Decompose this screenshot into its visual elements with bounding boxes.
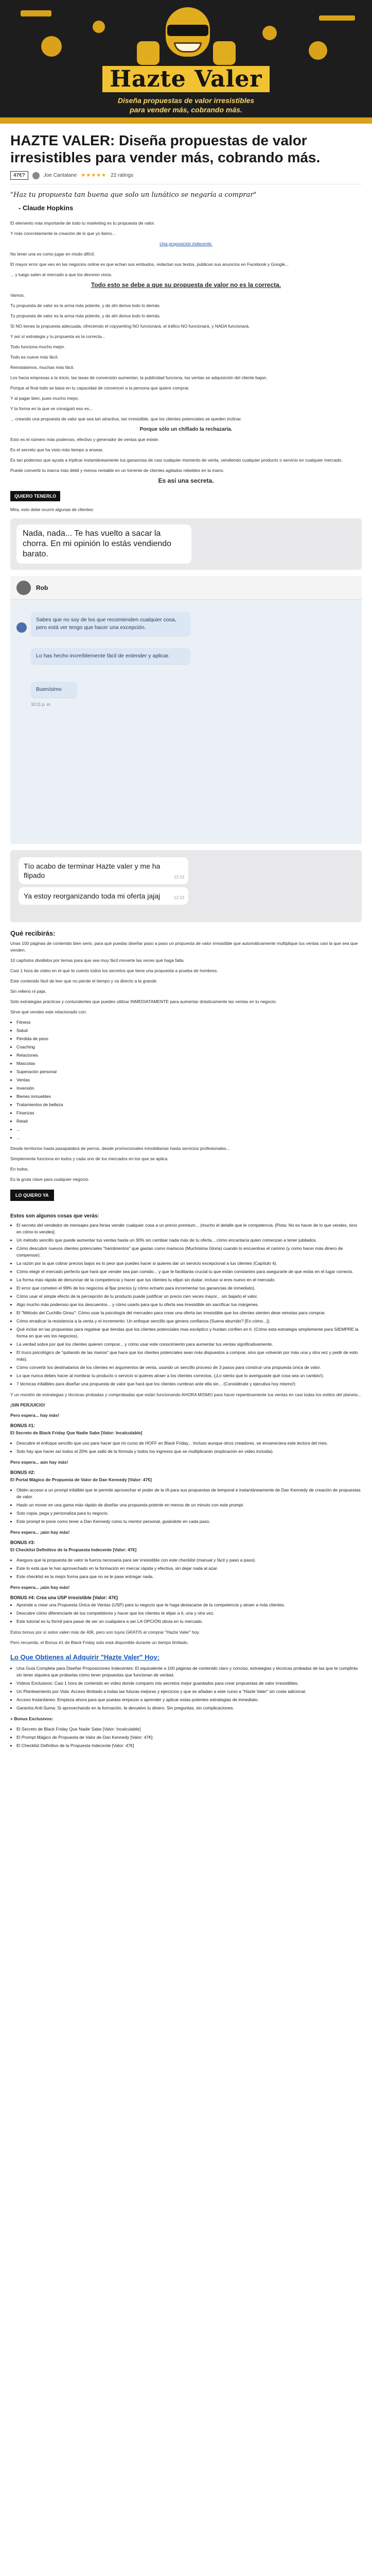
- avatar: [16, 622, 27, 633]
- paragraph: Porque sólo un chiflado la rechazaría.: [139, 427, 233, 432]
- list-item: • Este tutorial es tu fórmil para pasar de ser un cualquiera a ser LA OPCIÓN obvia en tu mercado.: [16, 1618, 362, 1625]
- paragraph: Este contenido fácil de leer que no pierde el tiempo y va directo a la grande.: [10, 978, 158, 984]
- list-item: • El Prompt Mágico de Propuesta de Valor de Dan Kennedy [Valor: 47€]: [16, 1734, 362, 1741]
- list-item: • Aprende a crear una Propuesta Única de Ventas (USP) para tu negocio que te haga destacarse de la competencia y atraer a más clientes.: [16, 1602, 362, 1608]
- paragraph: Y más concretamente la creación de lo que yo llamo...: [10, 231, 116, 236]
- list-item: • La razón por la que cobrar precios bajos es lo peor que puedes hacer si quieres dar un servicio excepcional a tus clientes (Capítulo 4).: [16, 1260, 362, 1267]
- summary-title: Lo Que Obtienes al Adquirir "Hazte Valer" Hoy:: [10, 1653, 160, 1661]
- paragraph: Todo es nueve más fácil.: [10, 354, 59, 360]
- list-item: • Un Planteamiento por Vida: Acceso ilimitado a todas las futuras mejoras y ejercicios y que se añadan a este curso a "Hazte Valer" sin coste adicional.: [16, 1688, 362, 1695]
- testimonial-chat: [10, 850, 362, 922]
- decor-bar: [21, 10, 51, 16]
- chat-time: 12:13: [173, 875, 184, 879]
- list-item: • La forma más rápida de denunciar de la competencia y hacer que tus clientes tu elijan sin dudar, incluso si eres nuevo en el mercado.: [16, 1277, 362, 1283]
- list-item: • Acceso Instantáneo: Empieza ahora para que puedas empezar a aprender y aplicar estas potentes estrategias de inmediato.: [16, 1697, 362, 1703]
- list-item: • Este prompt te pone como tener a Dan Kennedy como tu mentor personal, guiándote en cada paso.: [16, 1518, 362, 1525]
- bonus-list: [10, 1487, 362, 1525]
- quote-author: - Claude Hopkins: [19, 204, 74, 212]
- list-item: • Lo que nunca debes hacer al nombrar tu producto o servicio si quieres atraer a los clientes correctos. (¡Lo siento que lo averiguaste qué cosa sea un cambio!).: [16, 1372, 362, 1379]
- list-item: • Cómo erradicar la resistencia a la venta y el incremento: Un enfoque sencillo que genera confianza (Suena aburrido? [Es cómo...]).: [16, 1318, 362, 1325]
- chat-time: 10:11 p. m.: [31, 702, 51, 707]
- coin-icon: [262, 26, 277, 40]
- quote-text: "Haz tu propuesta tan buena que solo un lunático se negaría a comprar": [10, 191, 257, 199]
- section-title: Estos son algunos cosas que verás:: [10, 1213, 99, 1219]
- author-name[interactable]: Joe Cantalane: [43, 173, 77, 178]
- list-item: • El Secreto de Black Friday Que Nadie Sabe [Valor: Incalculable]: [16, 1726, 362, 1733]
- bonus-title: BONUS #1:: [10, 1423, 36, 1428]
- bonus-list: [10, 1602, 362, 1625]
- paragraph: Sirve qué vendes este relacionado con:: [10, 1009, 87, 1014]
- paragraph: Porque al final todo se basa en tu capacidad de convencer a la persona que quiere comprar.: [10, 385, 190, 391]
- list-item: • Tratamientos de belleza: [16, 1101, 362, 1108]
- paragraph: Vamos.: [10, 293, 25, 298]
- price-badge: 47€?: [10, 171, 28, 180]
- sunglasses-icon: [167, 25, 208, 36]
- list-item: • Obtén acceso a un prompt infalible que te permite aprovechar el poder de la IA para sus propuestas de temporal e instantáneamente de Dan Kennedy de creación de propuestas de valor.: [16, 1487, 362, 1500]
- paragraph: Casi 1 hora de vídeo en el que te cuento todos los secretos que tiene una propuesta a prueba de hombres.: [10, 968, 218, 973]
- chat-message: Sabes que no soy de los que recomienden cualquier cosa, pero está ver tengo que hacer una excepción.: [31, 612, 190, 636]
- coin-icon: [93, 21, 105, 33]
- paragraph: Todo esto se debe a que su propuesta de valor no es la correcta.: [91, 281, 281, 289]
- main-content: [0, 132, 372, 1749]
- list-item: • Este checklist es la mejor forma para que no se le pase entregar nada.: [16, 1573, 362, 1580]
- paragraph: Sólo estrategias prácticas y contundentes que puedes utilizar INMEDIATAMENTE para aumentar drásticamente las ventas en tu negocio.: [10, 999, 277, 1004]
- list-item: • Relaciones: [16, 1052, 362, 1059]
- chat-message: Lo has hecho increíblemente fácil de entender y aplicar.: [31, 648, 190, 664]
- list-item: • El Checklist Definitivo de la Propuesta Indecente [Valor: 47€]: [16, 1742, 362, 1749]
- list-item: • Salud: [16, 1027, 362, 1034]
- list-item: • Retail: [16, 1118, 362, 1125]
- paragraph: Y así sí estrategia y tu propuesta es la correcta...: [10, 334, 105, 339]
- list-item: • Cómo elegir el mercado perfecto que hará que vender sea pan comido... y que te facilitarás crucial tu que están constantes para asegurarte de que estás en el lugar correcto.: [16, 1268, 362, 1275]
- list-item: • Inversión: [16, 1085, 362, 1092]
- market-list: [10, 1019, 362, 1141]
- paragraph: Todo funciona mucho mejor.: [10, 344, 65, 349]
- bonus-title: BONUS #2:: [10, 1470, 36, 1475]
- paragraph: Es la gruta clave para cualquier negocio.: [10, 1177, 90, 1182]
- list-item: • Superación personal: [16, 1069, 362, 1075]
- hand-icon: [213, 41, 236, 65]
- summary-section: [10, 1653, 362, 1749]
- list-item: • Cómo usar el simple efecto de la percepción de tu producto puede justificar un precio cien veces mayor... sin bajarlo el valor.: [16, 1293, 362, 1300]
- decor-bar: [319, 15, 355, 21]
- list-item: • Solo copia, pega y personaliza para tu negocio.: [16, 1510, 362, 1517]
- list-item: • ...: [16, 1126, 362, 1133]
- list-item: • ...: [16, 1134, 362, 1141]
- list-item: • Solo hay que hacer así todos el 20% que salió de la fórmula y todos los ingresos que se multiplicarán (explicación en video incluida).: [16, 1448, 362, 1455]
- list-item: • La verdad sobre por qué los clientes quieren comprar... y cómo usar este conocimiento para aumentar tus ventas significativamente.: [16, 1341, 362, 1348]
- buy-button[interactable]: QUIERO TENERLO: [10, 491, 60, 501]
- testimonial-chat: [10, 518, 362, 570]
- paragraph: Estos bonus por sí solos valen más de 40€, pero son tuyos GRATIS al comprar "Hazte Valer" hoy.: [10, 1630, 200, 1635]
- bonus-list: [10, 1440, 362, 1455]
- list-item: • Pérdida de peso: [16, 1036, 362, 1042]
- product-title: HAZTE VALER: Diseña propuestas de valor irresistibles para vender más, cobrando más.: [10, 132, 321, 165]
- bonus-subtitle: El Checklist Definitivo de la Propuesta Indecente [Valor: 47€]: [10, 1547, 137, 1552]
- paragraph: Pero recuerda, el Bonus #1 de Black Friday solo está disponible durante un tiempo limitado.: [10, 1640, 189, 1645]
- paragraph: Puede convertir tu marca más débil y menos rentable en un torrente de clientes agitados rebeldes en la mano.: [10, 468, 224, 473]
- chat-bubble: Tío acabo de terminar Hazte valer y me ha flipado 12:13: [19, 857, 188, 884]
- coin-icon: [41, 36, 62, 57]
- list-item: • Coaching: [16, 1044, 362, 1050]
- list-item: • Qué incluir en las propuestas para regatear que tiendas que los clientes potenciales mas escéptico y hurdan confíen en ti. (Cómo esta estrategia simplemente para SIEMPRE la forma en que ves los negocios).: [16, 1326, 362, 1340]
- paragraph: Los hacia empresas a la inicio, las tasas de conversión aumentan, la publicidad funciona, las ventas se adquisición del cliente bajan.: [10, 375, 268, 380]
- list-item: • 7 técnicas infalibles para diseñar una propuesta de valor que hará que los clientes cumbran ante ella sin... (Considérate y ejecutiva hoy mismo!): [16, 1381, 362, 1387]
- list-item: • Descubre el enfoque sencillo que uso para hacer que mi curso de HOFF en Black Friday... Incluso aunque otros creadores, se envaneciera este lectora del mes.: [16, 1440, 362, 1447]
- bonus-summary-list: [10, 1726, 362, 1749]
- paragraph: ... creando una propuesta de valor que sea tan atractiva, tan irresistible, que los clientes potenciales se queden inclinar.: [10, 416, 242, 421]
- list-item: • El secreto del vendedor de mensajes para ferias vender cualquier cosa a un precio premium... (mucho el detalle que le competencia. [Pista: No es hacer de lo que vendes, sino en cómo lo vendes].: [16, 1222, 362, 1235]
- paragraph: Y al pagar bien, pues mucho mejor.: [10, 396, 79, 401]
- hero-stripe: [0, 117, 372, 124]
- product-meta: [10, 171, 362, 184]
- paragraph: No tener una es como jugar en modo difícil.: [10, 251, 95, 257]
- paragraph: Sin relleno ni paja.: [10, 989, 46, 994]
- paragraph: En todos.: [10, 1166, 29, 1172]
- list-item: • Cómo descubrir nuevos clientes potenciales "hambrientos" que gastan como mariscos (Muchísima Gloria) cuando lo encuentras el camino (y como hacer más dinero de compensar).: [16, 1245, 362, 1259]
- paragraph: Desde territorios hasta pasapalabra de perros, desde promocionales inmobiliarias hasta servicios profesionales...: [10, 1146, 230, 1151]
- hand-icon: [137, 41, 160, 65]
- paragraph: Es tan poderoso que ayuda a triplicar instantáneamente tus ganancias de casi cualquier momento de venta, vendiendo cualquier producto o servicio en cualquier mercado.: [10, 457, 343, 463]
- bonus-subtitle: El Portal Mágico de Propuesta de Valor de Dan Kennedy [Valor: 47€]: [10, 1477, 152, 1482]
- list-item: • Vídeos Exclusivos: Casi 1 hora de contenido en vídeo donde comparto mis secretos mejor guardados para crear propuestas de valor irresistibles.: [16, 1680, 362, 1687]
- paragraph: Y un montón de estrategias y técnicas probadas y comprobadas que están funcionando AHORA MISMO para hacer repentinamente tus ventas en casi todas los estilos del planeta...: [10, 1392, 362, 1397]
- list-item: • Algo mucho más poderoso que los descuentos... y cómo usarlo para que tu oferta sea irresistible sin sacrificar tus márgenes.: [16, 1301, 362, 1308]
- paragraph: Y la forma en la que se consiguió eso es...: [10, 406, 93, 411]
- paragraph: Es el secreto que ha visto más tiempo a ensear.: [10, 447, 103, 452]
- hero-subtitle: Diseña propuestas de valor irresistibles para vender más, cobrando más.: [117, 96, 255, 114]
- paragraph: ... y luego salen al mercado a que los devoren vivos.: [10, 272, 112, 277]
- chat-message: Buenísimo: [31, 682, 77, 698]
- paragraph: Es así una secreta.: [158, 477, 214, 484]
- list-item: • Una Guía Completa para Diseñar Proposiciones Indecentes: El equivalente a 100 páginas de contenido claro y conciso, estrategias y técnicas probadas de las que te cumplirás sin tener siquiera que probarlas cómo tener propuestas que funcionan de verdad.: [16, 1665, 362, 1679]
- list-item: • Descubre cómo diferenciarte de tus competidores y hacer que los clientes te elijan a ti, una y otra vez.: [16, 1610, 362, 1617]
- bonus-summary-title: + Bonus Exclusivos:: [10, 1716, 54, 1721]
- author-avatar: [32, 172, 40, 179]
- summary-list: [10, 1665, 362, 1711]
- paragraph: El mayor error que veo en las negocios online es que echan sus embudos, redactan sus textos, publican sus anuncios en Facebook y Google...: [10, 262, 289, 267]
- list-item: • Ventas: [16, 1077, 362, 1083]
- paragraph: Simplemente funciona en todos y cada uno de los mercados en los que se aplica.: [10, 1156, 169, 1161]
- list-item: • Cómo convertir los destinatarios de los clientes en argumentos de venta, usando un sencillo proceso de 3 pasos para construir una propuesta única de valor.: [16, 1364, 362, 1371]
- paragraph: Una proposición indecente.: [159, 241, 212, 246]
- buy-button[interactable]: LO QUIERO YA: [10, 1190, 54, 1201]
- list-item: • Fitness: [16, 1019, 362, 1026]
- ratings-count: 22 ratings: [111, 173, 134, 178]
- paragraph: Mira, esto debe ocurrir algunas de clientes:: [10, 507, 94, 512]
- chat-time: 12:13: [173, 895, 184, 900]
- list-item: • Finanzas: [16, 1110, 362, 1116]
- bonus-title: BONUS #4: Crea una USP irresistible [Valor: 47€]: [10, 1595, 118, 1600]
- chat-contact-name: Rob: [36, 584, 48, 591]
- paragraph: Sí NO tienes la propuesta adecuada, ofreciendo el copywriting NO funcionará, el tráfico NO funcionará, y NADA funcionará.: [10, 324, 250, 329]
- paragraph: ¡SIN PERJUICIO!: [10, 1402, 46, 1408]
- list-item: • Un método sencillo que puede aumentar tus ventas hasta un 30% sin cambiar nada más de tu oferta... cómo encantaría quien comenzan a tener jubilados.: [16, 1237, 362, 1244]
- hero-title: Hazte Valer: [0, 66, 372, 92]
- list-item: • Garantía Anti-Suma: Si aprovechando en la formación, te devuelvo tu dinero. Sin preguntas, sin complicaciones.: [16, 1705, 362, 1711]
- paragraph: Pero espera... aún hay más!: [10, 1460, 68, 1465]
- bonus-title: BONUS #3:: [10, 1540, 36, 1545]
- chat-bubble: Nada, nada... Te has vuelto a sacar la chorra. En mi opinión lo estás vendiendo barato.: [16, 524, 191, 564]
- paragraph: 10 capítulos divididos por temas para que sea muy fácil moverte las veces qué haga falta.: [10, 958, 185, 963]
- list-item: • El truco psicológico de "quitando de las manos" que hace que los clientes potenciales sean más dispuestos a comprar, sino que volverán por más una y otra vez y pedir de esto más).: [16, 1349, 362, 1363]
- paragraph: Pero espera... hay más!: [10, 1413, 59, 1418]
- bonus-list: [10, 1557, 362, 1580]
- paragraph: El elemento más importante de todo tu marketing es tu propuesta de valor.: [10, 221, 155, 226]
- testimonial-screenshot: [10, 576, 362, 844]
- paragraph: Unas 100 páginas de contenido bien serio, para qué puedas diseñar paso a paso un propuesta de valor irresistible que automáticamente multiplique tus ventas casi la que sea que venden.: [10, 941, 358, 953]
- paragraph: Pero espera... ¡aún hay más!: [10, 1585, 70, 1590]
- list-item: • Haslo un mover en una gama más rápido de diseñar una propuesta potente en menos de un minuto con este prompt.: [16, 1502, 362, 1509]
- list-item: • El error que cometen el 99% de los negocios al fijar precios (y cómo echarlo para incrementar tus ganancias de inmediato).: [16, 1285, 362, 1292]
- list-item: • Mascotas: [16, 1060, 362, 1067]
- paragraph: Esto es el número más poderoso, efectivo y generador de ventas que existe.: [10, 437, 160, 442]
- secrets-list: [10, 1222, 362, 1387]
- paragraph: Pero espera... ¡aún hay más!: [10, 1530, 70, 1535]
- chat-header: [10, 576, 362, 600]
- list-item: • El "Método del Cuchillo Ginsu": Cómo usar la psicología del mercadeo para crear una oferta tan irresistible que los clientes sienten dese remotas para comprar.: [16, 1310, 362, 1316]
- section-title: Qué recibirás:: [10, 929, 56, 937]
- paragraph: Reinstalamos, muchas más fácil.: [10, 365, 75, 370]
- list-item: • Bienes inmuebles: [16, 1093, 362, 1100]
- list-item: • Este lo está que te han aprovechado en la formación en mercar rápida y efectiva, sin dejar nada al azar.: [16, 1565, 362, 1572]
- bonus-subtitle: El Secreto de Black Friday Que Nadie Sabe [Valor: Incalculable]: [10, 1430, 143, 1435]
- list-item: • Asegura que la propuesta de valor la fuerza necesaria para ser irresistible con este checklist (manual y fácil y paso a paso).: [16, 1557, 362, 1564]
- avatar: [16, 581, 31, 595]
- chat-bubble: Ya estoy reorganizando toda mi oferta jajaj 12:13: [19, 887, 188, 905]
- paragraph: Tu propuesta de valor es la arma más potente, y de ahí deriva todo lo demás.: [10, 313, 161, 318]
- rating-stars-icon: ★★★★★: [81, 173, 107, 178]
- hero-banner: [0, 0, 372, 124]
- coin-icon: [309, 41, 327, 60]
- paragraph: Tu propuesta de valor es la arma más potente, y de ahí deriva todo lo demás.: [10, 303, 161, 308]
